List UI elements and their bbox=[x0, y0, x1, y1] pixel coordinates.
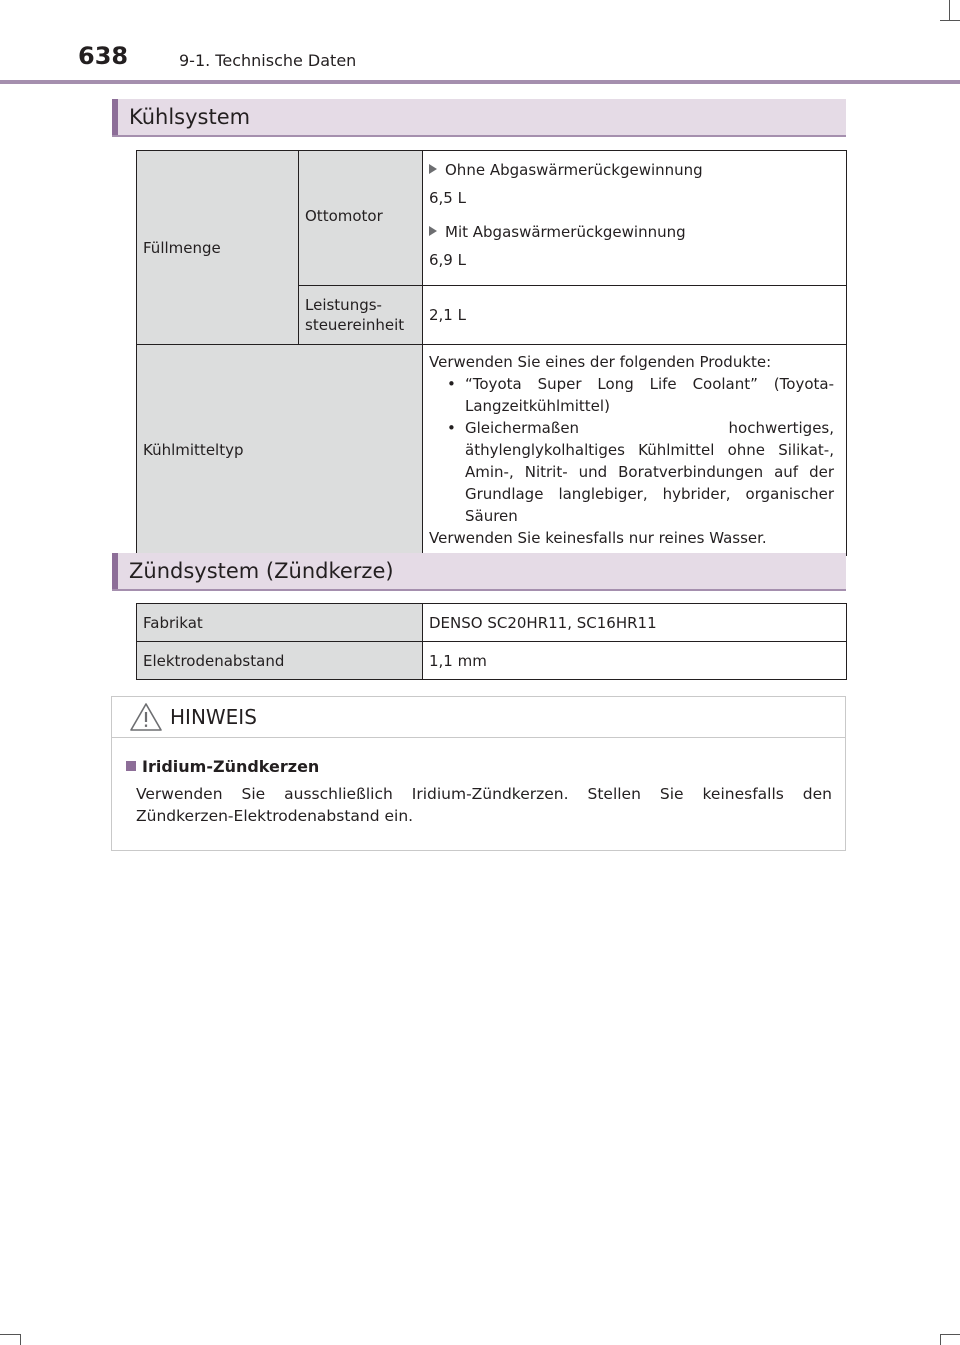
pcu-label-cell bbox=[299, 286, 423, 345]
capacity-label-cell bbox=[137, 151, 299, 345]
make-label: Fabrikat bbox=[143, 613, 203, 632]
coolant-item bbox=[429, 373, 834, 417]
section-path: 9-1. Technische Daten bbox=[179, 51, 357, 70]
ignition-label-cell bbox=[137, 604, 423, 642]
ignition-value-cell bbox=[423, 604, 847, 642]
pcu-value: 2,1 L bbox=[429, 306, 466, 324]
warning-icon bbox=[129, 702, 163, 732]
arrow-right-icon bbox=[429, 226, 437, 236]
capacity-value-without: 6,5 L bbox=[429, 189, 466, 207]
crop-mark bbox=[940, 1334, 960, 1335]
capacity-label: Füllmenge bbox=[143, 238, 221, 257]
pcu-label-line2: steuereinheit bbox=[305, 316, 405, 334]
gasoline-label: Ottomotor bbox=[305, 207, 383, 225]
heading-accent-bar bbox=[112, 553, 118, 589]
coolant-type-label-cell bbox=[137, 345, 423, 556]
make-value: DENSO SC20HR11, SC16HR11 bbox=[429, 613, 657, 632]
cooling-section-heading bbox=[112, 99, 846, 137]
coolant-type-label: Kühlmitteltyp bbox=[143, 441, 244, 459]
notice-title: HINWEIS bbox=[170, 705, 257, 729]
ignition-label-cell bbox=[137, 642, 423, 680]
coolant-item-text: “Toyota Super Long Life Coolant” (Toyota-Langzeitkühlmittel) bbox=[465, 375, 834, 415]
coolant-intro: Verwenden Sie eines der folgenden Produkte: bbox=[429, 353, 772, 371]
ignition-value-cell bbox=[423, 642, 847, 680]
option-without-heat-recovery: Ohne Abgaswärmerückgewinnung bbox=[445, 161, 703, 179]
notice-box bbox=[111, 696, 846, 851]
page-header bbox=[0, 0, 960, 86]
notice-text: Verwenden Sie ausschließlich Iridium-Zündkerzen. Stellen Sie keinesfalls den Zündkerzen-Elektrodenabstand ein. bbox=[136, 785, 832, 825]
coolant-outro: Verwenden Sie keinesfalls nur reines Wasser. bbox=[429, 529, 767, 547]
coolant-item-text: Gleichermaßen hochwertiges, äthylenglykolhaltiges Kühlmittel ohne Silikat-, Amin-, Nitrit- und Boratverbindungen auf der Grundlage langlebiger, hybrider, organischer Säuren bbox=[465, 419, 834, 525]
pcu-label-line1: Leistungs- bbox=[305, 296, 382, 314]
coolant-item bbox=[429, 417, 834, 527]
ignition-title: Zündsystem (Zündkerze) bbox=[129, 559, 394, 583]
square-bullet-icon bbox=[126, 761, 136, 771]
heading-accent-bar bbox=[112, 99, 118, 135]
page-number: 638 bbox=[78, 42, 129, 70]
bullet: • bbox=[447, 375, 456, 393]
bullet: • bbox=[447, 419, 456, 437]
notice-subtitle-row bbox=[126, 757, 319, 776]
ignition-table bbox=[136, 603, 847, 680]
crop-mark bbox=[940, 1334, 941, 1345]
gasoline-label-cell bbox=[299, 151, 423, 286]
crop-mark bbox=[0, 1334, 20, 1335]
arrow-right-icon bbox=[429, 164, 437, 174]
capacity-value-with: 6,9 L bbox=[429, 251, 466, 269]
cooling-table bbox=[136, 150, 847, 556]
cooling-title: Kühlsystem bbox=[129, 105, 251, 129]
option-with-heat-recovery: Mit Abgaswärmerückgewinnung bbox=[445, 223, 686, 241]
option-row bbox=[429, 159, 840, 181]
ignition-section-heading bbox=[112, 553, 846, 591]
gap-label: Elektrodenabstand bbox=[143, 651, 285, 670]
gasoline-values-cell bbox=[423, 151, 847, 286]
gap-value: 1,1 mm bbox=[429, 651, 487, 670]
pcu-value-cell bbox=[423, 286, 847, 345]
notice-subtitle: Iridium-Zündkerzen bbox=[142, 757, 320, 776]
option-row bbox=[429, 221, 840, 243]
notice-header bbox=[112, 697, 845, 738]
crop-mark bbox=[20, 1334, 21, 1345]
coolant-type-value-cell bbox=[423, 345, 847, 556]
header-rule bbox=[0, 80, 960, 84]
